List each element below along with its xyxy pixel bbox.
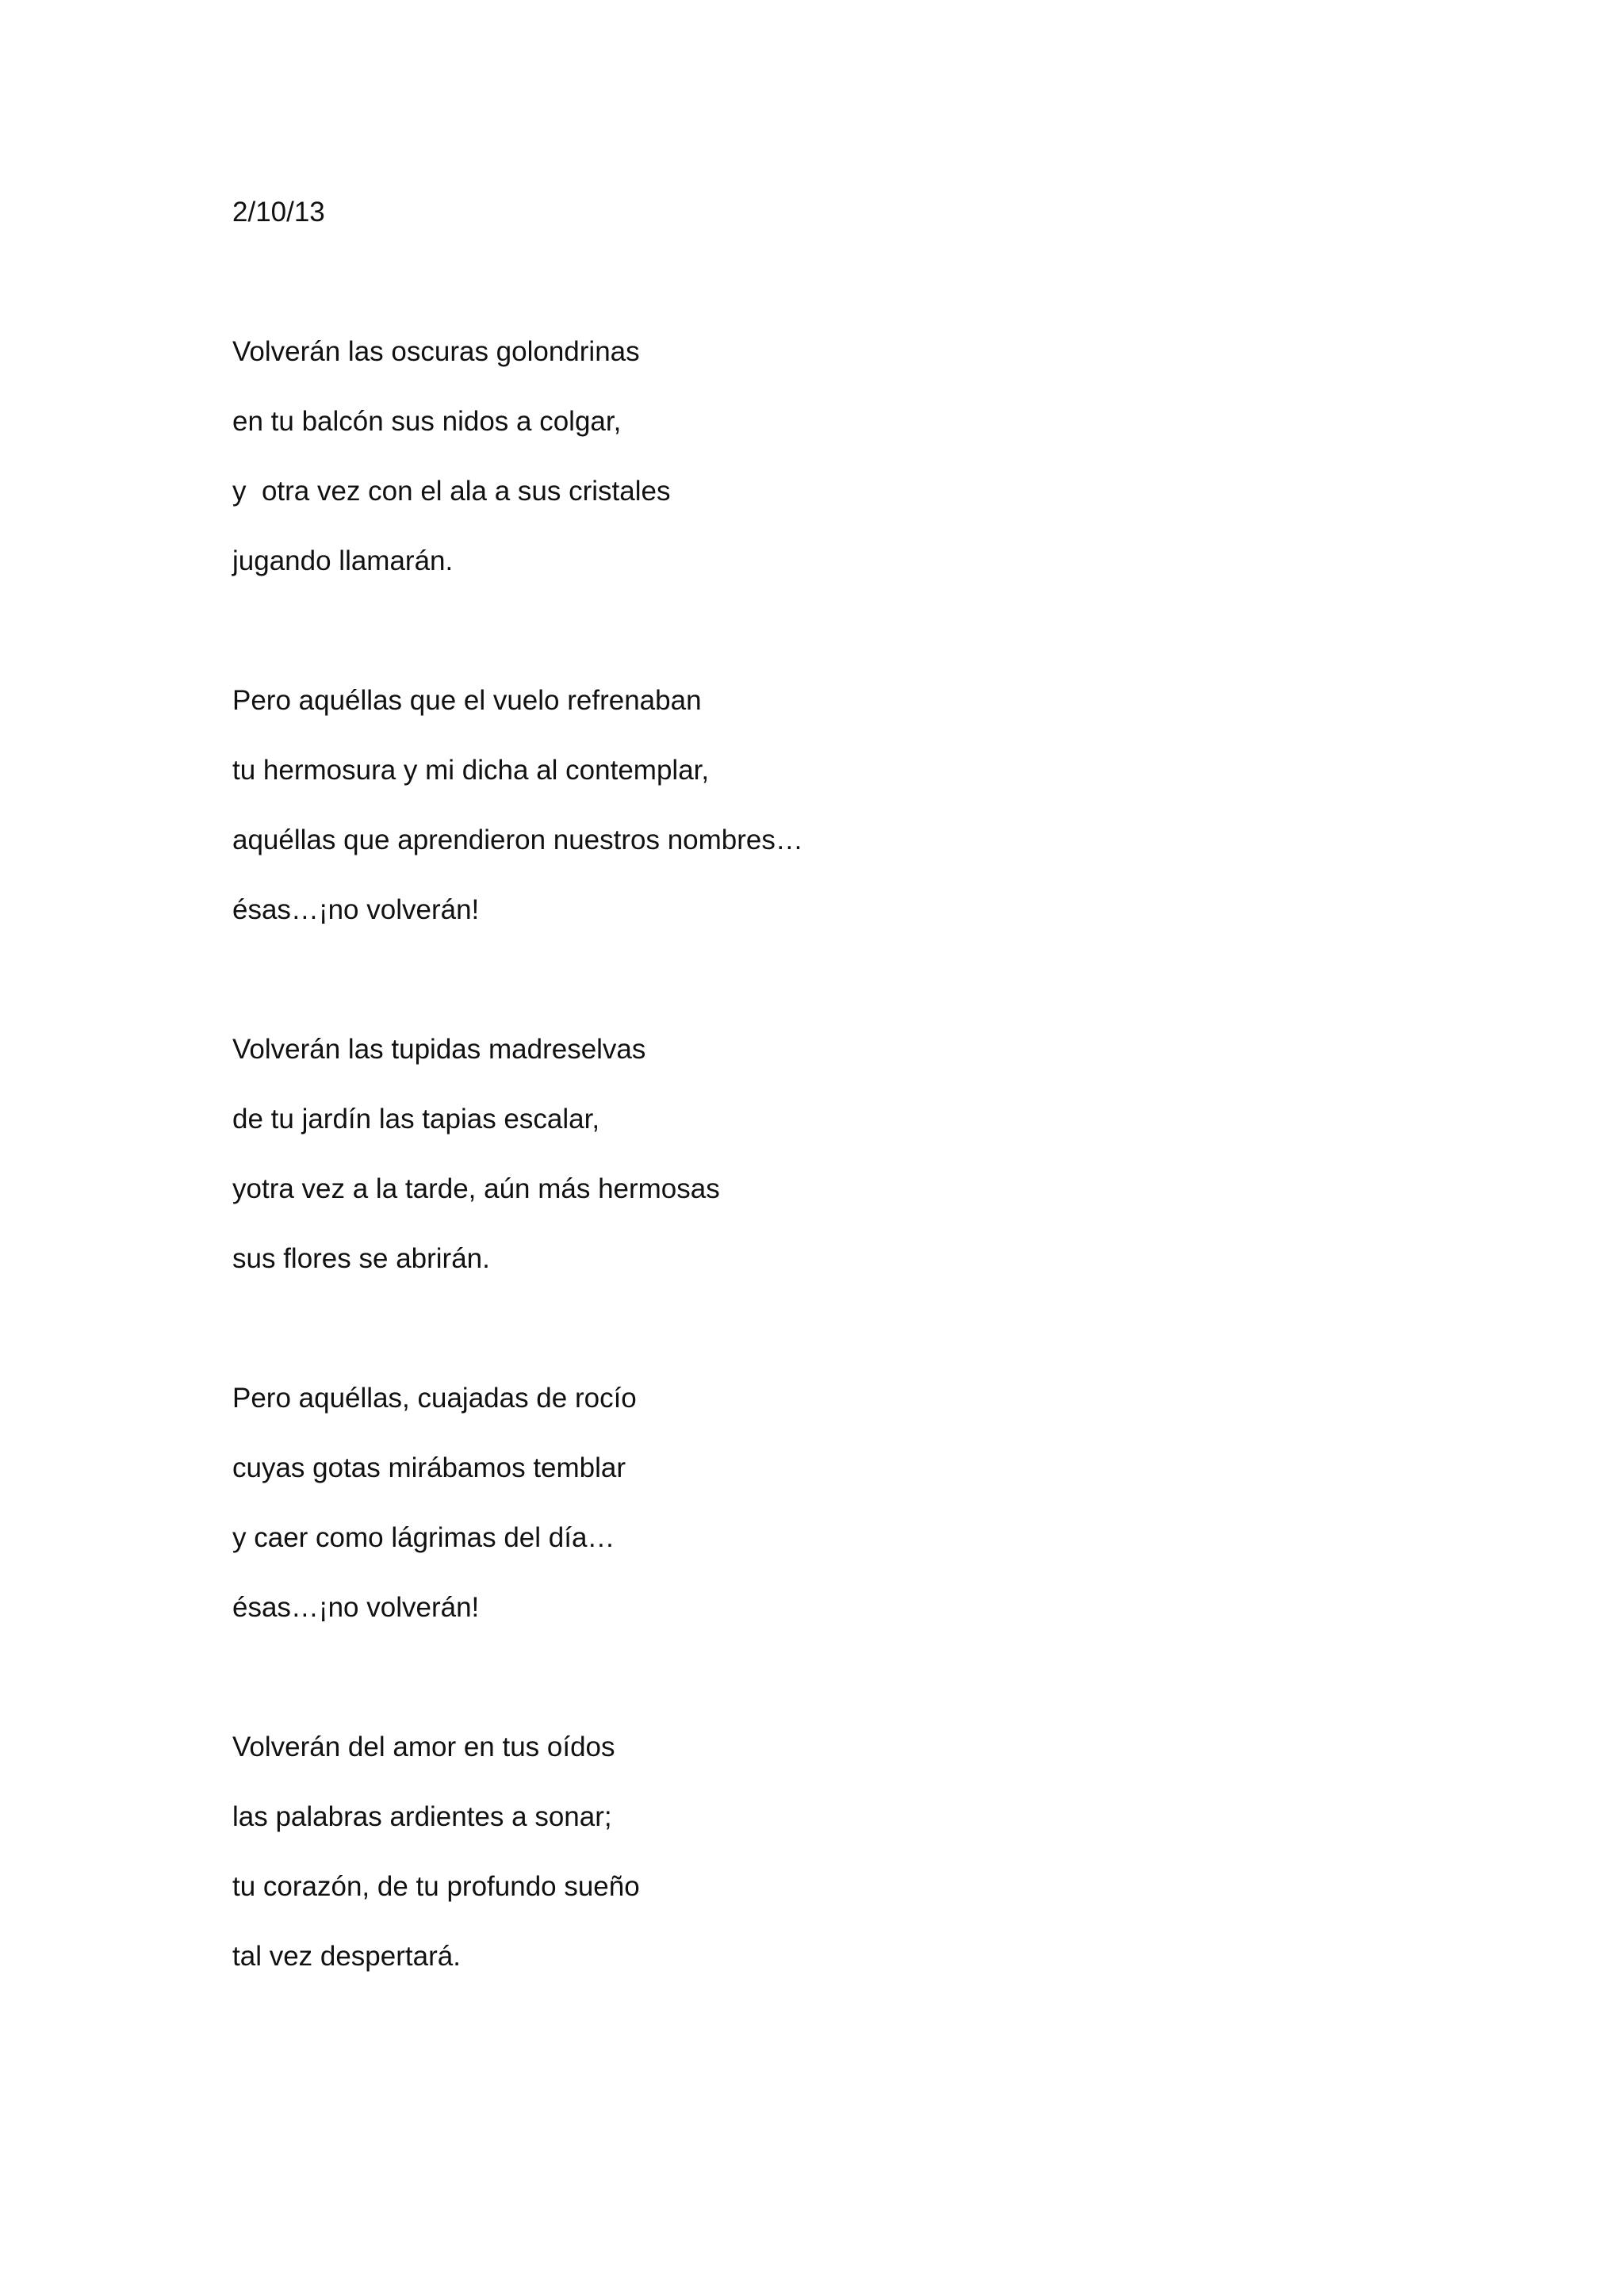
poem-line: las palabras ardientes a sonar; xyxy=(232,1801,612,1832)
poem-line: sus flores se abrirán. xyxy=(232,1243,490,1274)
poem-line: en tu balcón sus nidos a colgar, xyxy=(232,406,622,437)
poem-line: Pero aquéllas, cuajadas de rocío xyxy=(232,1383,637,1414)
document-body xyxy=(232,193,1422,2007)
poem-line: Volverán las oscuras golondrinas xyxy=(232,336,640,367)
stanza-4 xyxy=(232,1379,1422,1658)
poem-line: Pero aquéllas que el vuelo refrenaban xyxy=(232,685,702,716)
poem-line: tu corazón, de tu profundo sueño xyxy=(232,1871,640,1902)
poem-line: ésas…¡no volverán! xyxy=(232,1592,480,1623)
poem-line: yotra vez a la tarde, aún más hermosas xyxy=(232,1173,720,1204)
poem-line: tu hermosura y mi dicha al contemplar, xyxy=(232,755,710,786)
poem-line: de tu jardín las tapias escalar, xyxy=(232,1104,600,1135)
poem-line: jugando llamarán. xyxy=(232,545,454,576)
date-block xyxy=(232,193,1422,262)
poem-line: y caer como lágrimas del día… xyxy=(232,1522,615,1553)
poem-line: cuyas gotas mirábamos temblar xyxy=(232,1452,626,1483)
stanza-5 xyxy=(232,1728,1422,2007)
stanza-2 xyxy=(232,681,1422,960)
document-date: 2/10/13 xyxy=(232,197,325,228)
poem-line: tal vez despertará. xyxy=(232,1941,461,1972)
poem-line: ésas…¡no volverán! xyxy=(232,894,480,925)
poem-line: Volverán las tupidas madreselvas xyxy=(232,1034,646,1065)
stanza-3 xyxy=(232,1030,1422,1309)
poem-line: Volverán del amor en tus oídos xyxy=(232,1732,615,1762)
poem-line: y otra vez con el ala a sus cristales xyxy=(232,476,671,507)
stanza-1 xyxy=(232,332,1422,611)
poem-line: aquéllas que aprendieron nuestros nombres… xyxy=(232,825,803,855)
